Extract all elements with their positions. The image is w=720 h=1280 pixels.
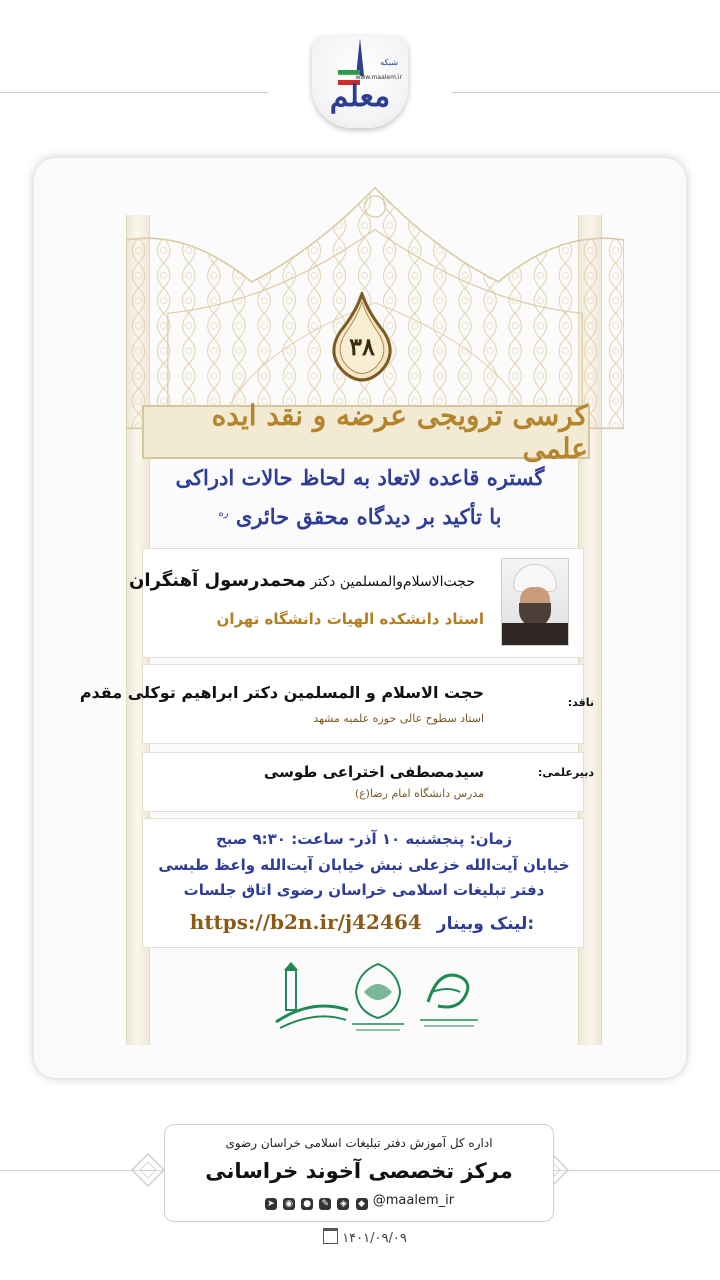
instagram-icon[interactable]: ◉ xyxy=(283,1198,295,1210)
footer-social-row xyxy=(165,1193,553,1210)
footer-ornament-left-icon xyxy=(128,1150,168,1190)
series-title-banner xyxy=(142,399,590,465)
org-logo-center xyxy=(338,962,418,1038)
lecture-subject xyxy=(140,460,580,546)
subject-line-2: با تأکید بر دیدگاه محقق حائری xyxy=(235,504,502,529)
event-address-1: خیابان آیت‌الله خزعلی نبش خیابان آیت‌الله واعظ طبسی xyxy=(158,856,570,874)
logo-badge xyxy=(312,36,408,128)
event-time: زمان: پنجشنبه ۱۰ آذر- ساعت: ۹:۳۰ صبح xyxy=(215,830,513,848)
calendar-icon xyxy=(323,1228,338,1244)
critic-role-label: ناقد: xyxy=(567,696,594,709)
circular-seal-logo-icon xyxy=(338,962,418,1038)
event-address-2: دفتر تبلیغات اسلامی خراسان رضوی اتاق جلسات xyxy=(183,881,545,899)
aparat-icon[interactable]: ● xyxy=(301,1198,313,1210)
post-date-value: ۱۴۰۱/۰۹/۰۹ xyxy=(342,1231,407,1246)
maalem-logo xyxy=(306,34,414,130)
telegram-icon[interactable]: ➤ xyxy=(265,1198,277,1210)
speaker-prefix: حجت‌الاسلام‌والمسلمین دکتر xyxy=(310,574,475,590)
webinar-link-label: لینک وبینار: xyxy=(436,914,535,934)
secretary-title: مدرس دانشگاه امام رضا(ع) xyxy=(354,787,484,800)
series-title: کرسی ترویجی عرضه و نقد ایده علمی xyxy=(211,399,588,465)
speaker-name xyxy=(129,570,475,591)
org-logo-right xyxy=(408,962,488,1038)
logo-sub-label: شبکه xyxy=(380,58,398,67)
secretary-role-label: دبیرعلمی: xyxy=(537,766,594,779)
logo-site-url: www.maalem.ir xyxy=(355,74,402,81)
critic-title: استاد سطوح عالی حوزه علمیه مشهد xyxy=(313,712,484,725)
footer-card xyxy=(164,1124,554,1222)
eitaa-icon[interactable]: ✎ xyxy=(319,1198,331,1210)
header-divider-left xyxy=(0,92,268,93)
speaker-fullname: محمدرسول آهنگران xyxy=(129,570,307,591)
footer-divider-right xyxy=(552,1170,720,1171)
critic-name: حجت الاسلام و المسلمین دکتر ابراهیم توکلی مقدم xyxy=(79,683,484,702)
speaker-photo xyxy=(501,558,569,646)
session-number: ۳۸ xyxy=(349,332,375,361)
bale-icon[interactable]: ◈ xyxy=(337,1198,349,1210)
webinar-link-row xyxy=(142,910,582,934)
secretary-name: سیدمصطفی اختراعی طوسی xyxy=(263,763,484,781)
subject-line-1: گستره قاعده لاتعاد به لحاظ حالات ادراکی xyxy=(175,465,545,490)
subject-honorific: ره xyxy=(218,508,229,519)
critic-panel xyxy=(142,664,584,744)
speaker-title: استاد دانشکده الهیات دانشگاه تهران xyxy=(216,610,484,628)
footer-handle[interactable]: @maalem_ir xyxy=(372,1193,455,1208)
webinar-link[interactable]: https://b2n.ir/j42464 xyxy=(189,910,422,934)
session-number-medallion xyxy=(332,292,392,384)
header-divider-right xyxy=(452,92,720,93)
footer-center-name: مرکز تخصصی آخوند خراسانی xyxy=(205,1159,513,1183)
soroush-icon[interactable]: ◆ xyxy=(356,1198,368,1210)
secretary-panel xyxy=(142,752,584,812)
calligraphy-logo-icon xyxy=(408,962,488,1038)
footer-org-line: اداره کل آموزش دفتر تبلیغات اسلامی خراسان رضوی xyxy=(225,1136,493,1150)
post-date xyxy=(310,1228,420,1246)
logo-wordmark: معلم xyxy=(329,79,391,114)
